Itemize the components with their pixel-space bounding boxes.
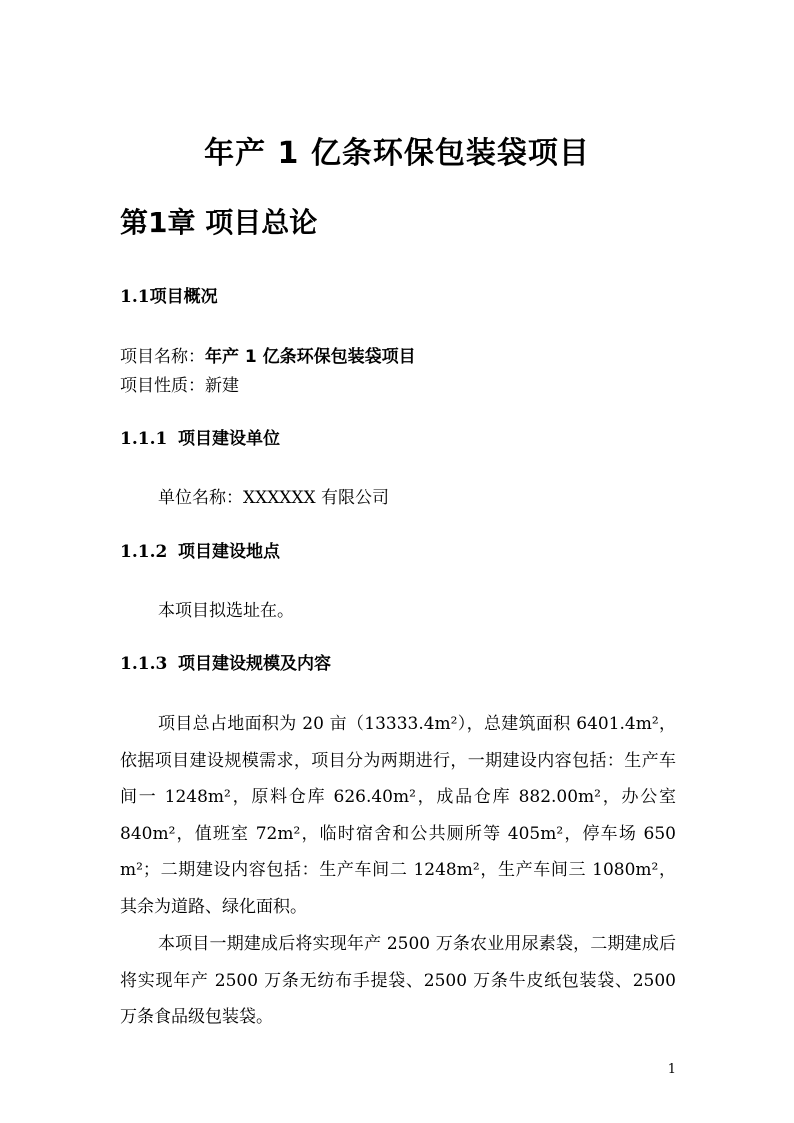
overview-heading xyxy=(120,284,218,310)
unit-name-value: XXXXXX 有限公司 xyxy=(243,488,390,508)
page-number: 1 xyxy=(667,1062,676,1077)
scale-section-title: 项目建设规模及内容 xyxy=(178,654,331,674)
unit-section-number: 1.1.1 xyxy=(120,429,168,449)
document-title: 年产 1 亿条环保包装袋项目 xyxy=(204,136,590,171)
unit-name-line xyxy=(158,485,389,511)
location-section-number: 1.1.2 xyxy=(120,542,168,562)
project-name-label: 项目名称： xyxy=(120,347,205,367)
unit-section-title: 项目建设单位 xyxy=(178,429,280,449)
project-nature-label: 项目性质： xyxy=(120,376,205,396)
unit-name-label: 单位名称： xyxy=(158,488,243,508)
location-section-heading xyxy=(120,539,280,565)
scale-section-heading xyxy=(120,651,331,677)
project-nature-line xyxy=(120,373,239,399)
project-name-value: 年产 1 亿条环保包装袋项目 xyxy=(205,347,416,367)
scale-paragraph-2: 本项目一期建成后将实现年产 2500 万条农业用尿素袋，二期建成后将实现年产 2500 万条无纺布手提袋、2500 万条牛皮纸包装袋、2500 万条食品级包装袋。 xyxy=(120,934,676,1028)
unit-section-heading xyxy=(120,426,280,452)
scale-paragraph-1: 项目总占地面积为 20 亩（13333.4m²），总建筑面积 6401.4m²，依据项目建设规模需求，项目分为两期进行，一期建设内容包括：生产车间一 1248m²，原料仓库 626.40m²，成品仓库 882.00m²，办公室 840m²，值班室 72m²，临时宿舍和公共厕所等 405m²，停车场 650 m²；二期建设内容包括：生产车间二 1248m²，生产车间三 1080m²，其余为道路、绿化面积。 xyxy=(120,714,676,917)
chapter-heading: 第1章 项目总论 xyxy=(120,206,318,239)
location-text: 本项目拟选址在。 xyxy=(158,601,294,621)
location-section-title: 项目建设地点 xyxy=(178,542,280,562)
scale-section-number: 1.1.3 xyxy=(120,654,168,674)
overview-title: 项目概况 xyxy=(149,287,218,307)
project-name-line xyxy=(120,344,416,370)
overview-number: 1.1 xyxy=(120,287,150,307)
project-nature-value: 新建 xyxy=(205,376,239,396)
